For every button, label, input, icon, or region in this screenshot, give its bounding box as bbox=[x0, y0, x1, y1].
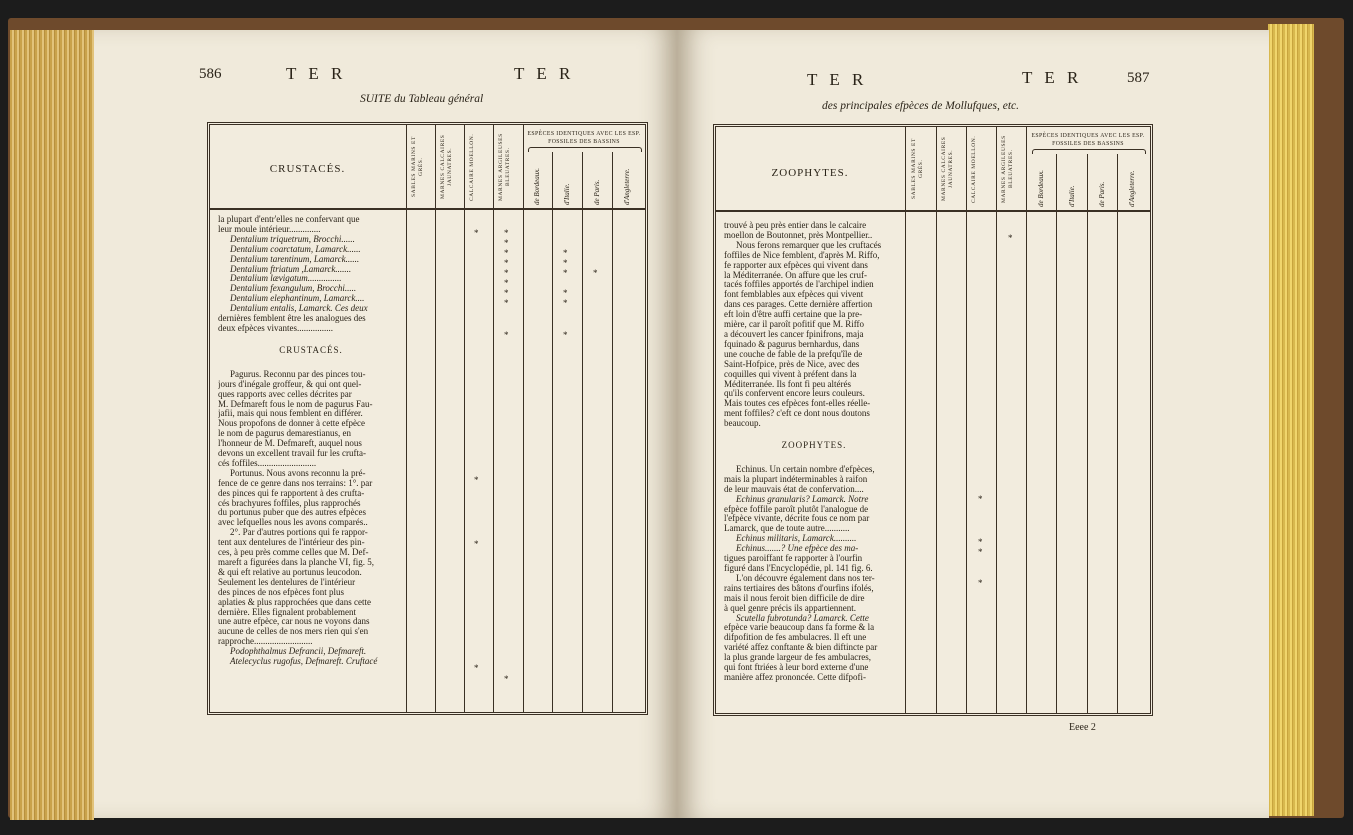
col-header: MARNES ARGILEUSES BLEUATRES. bbox=[1001, 135, 1014, 203]
presence-star: * bbox=[563, 330, 568, 340]
text-line: fquinado & pagurus bernhardus, dans bbox=[724, 339, 860, 349]
text-line: figuré dans l'Encyclopédie, pl. 141 fig. 6. bbox=[724, 564, 873, 573]
text-line: 2°. Par d'autres portions qui fe rappor- bbox=[230, 528, 368, 538]
col-header: MARNES CALCAIRES JAUNATRES. bbox=[941, 136, 954, 202]
text-line: une autre efpèce, car nous ne voyons dans bbox=[218, 617, 370, 627]
species-entry: Echinus.......? Une efpèce des ma- bbox=[736, 544, 859, 554]
text-line: le nom de pagurus demarestianus, en bbox=[218, 429, 351, 439]
presence-star: * bbox=[978, 537, 983, 547]
running-head: T E R bbox=[1022, 68, 1083, 87]
presence-star: * bbox=[978, 578, 983, 588]
text-line: Méditerranée. Ils font fi peu altérés bbox=[724, 379, 851, 389]
subcol-header: de Paris. bbox=[593, 179, 601, 205]
species-entry: Scutella fubrotunda? Lamarck. Cette bbox=[736, 613, 869, 623]
text-line: l'efpèce vivante, décrite fous ce nom par bbox=[724, 514, 870, 524]
signature-mark: Eeee 2 bbox=[1069, 722, 1096, 733]
subcol-header: de Bordeaux. bbox=[1037, 169, 1045, 207]
group-brace bbox=[1032, 149, 1146, 154]
text-line: tent aux dentelures de l'intérieur des pin- bbox=[218, 538, 365, 548]
text-line: ces, à peu près comme celles que M. Def- bbox=[218, 548, 369, 558]
text-line: beaucoup. bbox=[724, 419, 761, 429]
text-line: variété affez conftante & bien diftincte par bbox=[724, 643, 878, 653]
presence-star: * bbox=[474, 663, 479, 673]
section-title: ZOOPHYTES. bbox=[781, 440, 847, 451]
species-entry: Dentalium entalis, Lamarck. Ces deux bbox=[230, 304, 368, 314]
text-line: une couche de fable de la prefqu'île de bbox=[724, 349, 863, 359]
section-title: CRUSTACÉS. bbox=[279, 344, 343, 355]
text-line: du portunus puber que des autres efpèces bbox=[218, 508, 366, 518]
presence-star: * bbox=[563, 258, 568, 268]
text-line: efpèce varie beaucoup dans fa forme & la bbox=[724, 623, 875, 633]
text-line: qu'ils confervent encore leurs couleurs. bbox=[724, 389, 865, 399]
text-line: dans ces parages. Cette dernière affertion bbox=[724, 300, 873, 310]
group-brace bbox=[528, 147, 642, 152]
text-line: coquilles qui vivent à préfent dans la bbox=[724, 369, 857, 379]
species-entry: Dentalium tarentinum, Lamarck...... bbox=[230, 254, 360, 264]
text-line: Nous propofons de donner à cette efpèce bbox=[218, 419, 365, 429]
text-line: deux efpèces vivantes................ bbox=[218, 323, 333, 333]
presence-star: * bbox=[563, 268, 568, 278]
col-header: SABLES MARINS ET GRÈS. bbox=[411, 136, 424, 198]
subcol-header: d'Italie. bbox=[563, 183, 571, 205]
page-edges-right bbox=[1268, 24, 1314, 816]
text-line: Pagurus. Reconnu par des pinces tou- bbox=[230, 369, 366, 379]
text-line: Nous ferons remarquer que les cruftacés bbox=[736, 240, 882, 250]
text-line: la Méditerranée. On affure que les cruf- bbox=[724, 270, 868, 280]
text-line: font femblables aux efpèces qui vivent bbox=[724, 290, 864, 300]
right-text bbox=[724, 221, 904, 683]
species-entry: Atelecyclus rugofus, Defmareft. Cruftacé bbox=[230, 657, 378, 667]
text-line: la plus grande largeur de fes ambulacres, bbox=[724, 653, 872, 663]
presence-star: * bbox=[563, 248, 568, 258]
text-line: rains tertiaires des bâtons d'ourfins ifolés, bbox=[724, 583, 874, 593]
col-header: CALCAIRE MOELLON. bbox=[469, 133, 475, 201]
right-page bbox=[677, 30, 1269, 818]
presence-star: * bbox=[504, 674, 509, 684]
col-header: MARNES CALCAIRES JAUNATRES. bbox=[440, 134, 453, 200]
left-page bbox=[94, 30, 677, 818]
text-line: mière, car il paroît pofitif que M. Riffo bbox=[724, 320, 865, 330]
subcol-header: de Paris. bbox=[1098, 181, 1106, 207]
page-subtitle: des principales efpèces de Mollufques, etc. bbox=[822, 100, 1020, 112]
table-title: ZOOPHYTES. bbox=[771, 167, 849, 179]
text-line: tacés foffiles apportés de l'archipel indien bbox=[724, 280, 874, 290]
presence-star: * bbox=[563, 298, 568, 308]
text-line: jours d'inégale groffeur, & qui ont quel- bbox=[218, 379, 362, 389]
text-line: trouvé à peu près entier dans le calcaire bbox=[724, 221, 867, 230]
text-line: cés foffiles.......................... bbox=[218, 458, 317, 468]
group-header: ESPÈCES IDENTIQUES AVEC LES ESP. FOSSILES DES BASSINS bbox=[527, 131, 641, 145]
presence-star: * bbox=[504, 278, 509, 288]
presence-star: * bbox=[563, 288, 568, 298]
text-line: manière affez prononcée. Cette difpofi- bbox=[724, 672, 867, 682]
subcol-header: d'Italie. bbox=[1068, 185, 1076, 207]
text-line: mareft a figurées dans la planche VI, fig. 5, bbox=[218, 558, 375, 567]
text-line: leur moule intérieur.............. bbox=[218, 224, 321, 234]
presence-star: * bbox=[593, 268, 598, 278]
presence-star: * bbox=[978, 494, 983, 504]
species-entry: Dentalium elephantinum, Lamarck.... bbox=[230, 294, 365, 304]
presence-star: * bbox=[504, 258, 509, 268]
text-line: Echinus. Un certain nombre d'efpèces, bbox=[736, 464, 875, 474]
species-entry: Podophthalmus Defrancii, Defmareft. bbox=[230, 647, 367, 657]
text-line: avec lefquelles nous les avons comparés.. bbox=[218, 518, 368, 528]
subcol-header: de Bordeaux. bbox=[533, 167, 541, 205]
left-text bbox=[218, 215, 404, 667]
species-entry: Echinus granularis? Lamarck. Notre bbox=[736, 494, 869, 504]
presence-star: * bbox=[504, 248, 509, 258]
text-line: a découvert les cancer fpinifrons, maja bbox=[724, 329, 864, 339]
species-entry: Dentalium coarctatum, Lamarck...... bbox=[230, 244, 361, 254]
text-line: rapproche.......................... bbox=[218, 637, 313, 647]
subcol-header: d'Angleterre. bbox=[623, 168, 631, 205]
species-entry: Dentalium fexangulum, Brocchi..... bbox=[230, 284, 357, 294]
col-header: CALCAIRE MOELLON. bbox=[971, 135, 977, 203]
species-entry: Echinus militaris, Lamarck.......... bbox=[736, 534, 857, 544]
presence-star: * bbox=[504, 298, 509, 308]
text-line: cés brachyures foffiles, plus rapprochés bbox=[218, 498, 361, 508]
table-title: CRUSTACÉS. bbox=[269, 163, 346, 175]
text-line: la plupart d'entr'elles ne confervant que bbox=[218, 215, 360, 224]
text-line: aplaties & plus rapprochées que dans cette bbox=[218, 597, 371, 607]
text-line: ques rapports avec celles décrites par bbox=[218, 389, 352, 399]
text-line: Seulement les dentelures de l'intérieur bbox=[218, 577, 356, 587]
text-line: dernière. Elles fignalent probablement bbox=[218, 607, 356, 617]
text-line: des pinces de nos efpèces font plus bbox=[218, 587, 344, 597]
page-subtitle: SUITE du Tableau général bbox=[360, 93, 484, 105]
text-line: devons un excellent travail fur les crufta- bbox=[218, 449, 366, 459]
text-line: aucune de celles de nos mers rien qui s'en bbox=[218, 627, 369, 637]
text-line: fence de ce genre dans nos terrains: 1°. par bbox=[218, 478, 373, 488]
text-line: Lamarck, que de toute autre........... bbox=[724, 524, 850, 534]
page-edges-left bbox=[10, 30, 94, 820]
presence-star: * bbox=[504, 330, 509, 340]
text-line: dernières femblent être les analogues des bbox=[218, 314, 366, 324]
col-header: SABLES MARINS ET GRÈS. bbox=[911, 138, 924, 200]
text-line: à quel genre précis ils appartiennent. bbox=[724, 603, 856, 613]
text-line: qui font ftriées à leur bord externe d'une bbox=[724, 663, 869, 673]
subcol-header: d'Angleterre. bbox=[1128, 170, 1136, 207]
text-line: eft loin d'être auffi certaine que la pre- bbox=[724, 310, 863, 320]
presence-star: * bbox=[504, 268, 509, 278]
species-table bbox=[207, 122, 648, 715]
text-line: fe rapporter aux efpèces qui vivent dans bbox=[724, 260, 868, 270]
text-line: mais la plupart indéterminables à raifon bbox=[724, 474, 868, 484]
running-head: T E R bbox=[286, 64, 347, 83]
species-entry: Dentalium ftriatum ,Lamarck....... bbox=[230, 264, 352, 274]
presence-star: * bbox=[474, 539, 479, 549]
text-line: des pinces qui fe rapportent à des crufta- bbox=[218, 488, 365, 498]
text-line: ment foffiles? c'eft ce dont nous doutons bbox=[724, 409, 870, 419]
presence-star: * bbox=[474, 475, 479, 485]
presence-star: * bbox=[504, 288, 509, 298]
col-header: MARNES ARGILEUSES BLEUATRES. bbox=[498, 133, 511, 201]
text-line: de leur mauvais état de confervation.... bbox=[724, 484, 864, 494]
group-header: ESPÈCES IDENTIQUES AVEC LES ESP. FOSSILES DES BASSINS bbox=[1031, 133, 1145, 147]
page-number-left: 586 bbox=[199, 66, 222, 82]
text-line: foffiles de Nice femblent, d'après M. Riffo, bbox=[724, 250, 880, 260]
text-line: l'honneur de M. Defmareft, auquel nous bbox=[218, 439, 362, 449]
presence-star: * bbox=[474, 228, 479, 238]
presence-star: * bbox=[1008, 233, 1013, 243]
text-line: mais il nous feroit bien difficile de dire bbox=[724, 593, 865, 603]
presence-star: * bbox=[978, 547, 983, 557]
text-line: tigues paroiffant fe rapporter à l'ourfin bbox=[724, 554, 863, 564]
presence-star: * bbox=[504, 228, 509, 238]
text-line: jafii, mais qui nous femblent en différer. bbox=[218, 409, 363, 419]
species-table bbox=[713, 124, 1153, 716]
running-head: T E R bbox=[514, 64, 575, 83]
text-line: M. Defmareft fous le nom de pagurus Fau- bbox=[218, 399, 373, 409]
text-line: Mais toutes ces efpèces font-elles réelle- bbox=[724, 399, 871, 409]
text-line: Portunus. Nous avons reconnu la pré- bbox=[230, 468, 366, 478]
text-line: efpèce foffile paroît plutôt l'analogue de bbox=[724, 504, 869, 514]
page-number-right: 587 bbox=[1127, 70, 1150, 86]
text-line: Saint-Hofpice, près de Nice, avec des bbox=[724, 359, 860, 369]
species-entry: Dentalium lævigatum............... bbox=[230, 274, 342, 284]
species-entry: Dentalium triquetrum, Brocchi...... bbox=[230, 234, 355, 244]
presence-star: * bbox=[504, 238, 509, 248]
text-line: & qui eft relative au portunus leucodon. bbox=[218, 567, 362, 577]
running-head: T E R bbox=[807, 70, 868, 89]
text-line: moellon de Boutonnet, près Montpellier.. bbox=[724, 230, 873, 240]
text-line: difpofition de fes ambulacres. Il eft une bbox=[724, 633, 867, 643]
text-line: L'on découvre également dans nos ter- bbox=[736, 573, 875, 583]
